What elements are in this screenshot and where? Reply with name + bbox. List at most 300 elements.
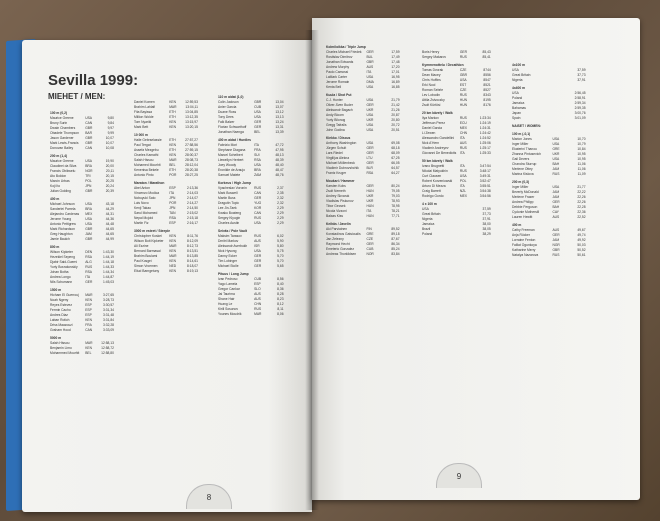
result-row <box>134 125 214 130</box>
athlete-name: Tom Nyariki <box>134 120 152 124</box>
country-code: RUS <box>254 234 262 238</box>
country-code: NZL <box>459 189 467 193</box>
country-code: GER <box>366 242 374 246</box>
athlete-name: Lee Jin-Taek <box>218 206 237 210</box>
athlete-name: Stephane Diagana <box>218 148 246 152</box>
athlete-name: Yuriy Borzakovskiy <box>50 265 78 269</box>
country-code: MEX <box>459 194 467 198</box>
country-code: USA <box>366 98 374 102</box>
result-row <box>50 189 130 194</box>
athlete-name: Donovan Bailey <box>50 146 74 150</box>
athlete-name: Koji Ito <box>50 184 61 188</box>
athlete-name: Mark Richardson <box>50 227 75 231</box>
athlete-name: Paul Kosgei <box>134 259 152 263</box>
country-code: BAH <box>552 162 560 166</box>
country-code: USA <box>254 163 261 167</box>
result-mark: 20,25 <box>105 179 114 183</box>
result-mark: 44,65 <box>105 232 114 236</box>
result-mark: 1:25:33 <box>479 151 491 155</box>
athlete-name: Nick A'Hern <box>422 141 440 145</box>
result-row <box>50 280 130 285</box>
result-mark: 21,42 <box>391 103 400 107</box>
country-code: ETH <box>169 138 176 142</box>
country-code: USA <box>254 115 261 119</box>
country-code: GER <box>254 125 262 129</box>
event-header: 400 m <box>50 197 60 201</box>
result-mark: 64,57 <box>391 166 400 170</box>
country-code: NGR <box>552 243 560 247</box>
country-code: USA <box>85 202 92 206</box>
athlete-name: Nigeria <box>512 78 523 82</box>
country-code: USA <box>459 78 467 82</box>
athlete-name: Yuriy Bilonog <box>326 118 346 122</box>
result-mark: 44,36 <box>105 217 114 221</box>
event-header: Pituus / Long Jump <box>218 272 249 276</box>
athlete-name: Great Britain <box>422 212 441 216</box>
country-code: KOR <box>254 206 262 210</box>
athlete-name: Samuel Matete <box>218 173 241 177</box>
athlete-name: Jamie Baulch <box>50 237 70 241</box>
event-header: 5000 m <box>50 336 62 340</box>
athlete-name: Boris Henry <box>422 50 440 54</box>
result-mark: 37,59 <box>577 68 586 72</box>
result-mark: 2:13,36 <box>186 186 198 190</box>
result-mark: 8:19,13 <box>186 269 198 273</box>
country-code: GER <box>254 259 262 263</box>
result-mark: 1:24:52 <box>479 136 491 140</box>
result-mark: 2:15,02 <box>186 211 198 215</box>
result-mark: 3:01,09 <box>574 116 586 120</box>
event-header: 100 m (-0,1) <box>512 132 531 136</box>
result-mark: 85,24 <box>391 247 400 251</box>
result-mark: 2:56,45 <box>574 91 586 95</box>
result-mark: 5,80 <box>277 244 284 248</box>
result-mark: 3:32,28 <box>102 323 114 327</box>
athlete-name: Mark Bett <box>134 125 149 129</box>
result-mark: 11,09 <box>577 172 586 176</box>
book-gutter <box>305 30 319 510</box>
country-code: MAR <box>169 158 177 162</box>
result-mark: 13,24 <box>275 120 284 124</box>
country-code: BRA <box>85 207 92 211</box>
country-code: RUS <box>254 216 262 220</box>
athlete-name: Chandra Sturrup <box>512 162 537 166</box>
athlete-name: Vladimir Andreyev <box>422 146 449 150</box>
result-mark: 1:43,30 <box>102 250 114 254</box>
country-code: BUL <box>366 55 373 59</box>
result-row <box>326 252 418 257</box>
result-mark: 9,80 <box>107 116 114 120</box>
result-mark: 8,36 <box>277 287 284 291</box>
result-mark: 16,95 <box>391 75 400 79</box>
result-mark: 87,67 <box>391 237 400 241</box>
result-mark: 2:58,91 <box>574 96 586 100</box>
athlete-name: Mark Lewis-Francis <box>50 141 79 145</box>
result-mark: 3:47:54 <box>479 164 491 168</box>
result-mark: 49,67 <box>577 228 586 232</box>
result-mark: 8521 <box>483 83 491 87</box>
athlete-name: Great Britain <box>512 73 531 77</box>
result-mark: 10,79 <box>577 142 586 146</box>
result-mark: 1:25:17 <box>479 146 491 150</box>
country-code: CAN <box>85 146 93 150</box>
country-code: ETH <box>169 115 176 119</box>
event-header: Kymmenottelu / Decathlon <box>422 63 464 67</box>
country-code: UKR <box>366 118 374 122</box>
result-mark: 13,07 <box>275 105 284 109</box>
result-mark: 48,13 <box>275 153 284 157</box>
athlete-name: Tony Dees <box>218 115 234 119</box>
athlete-name: Nigeria <box>422 217 433 221</box>
country-code: ESP <box>85 313 92 317</box>
event-header: 10 000 m <box>134 133 148 137</box>
athlete-name: Poland <box>512 96 523 100</box>
country-code: RUS <box>459 146 467 150</box>
result-mark: 50,52 <box>577 248 586 252</box>
result-mark: 13,39 <box>275 130 284 134</box>
athlete-name: Kenji Takao <box>134 206 151 210</box>
athlete-name: Haile Gebrselassie <box>134 138 162 142</box>
athlete-name: Frantz Kruger <box>326 171 347 175</box>
country-code: RUS <box>459 169 467 173</box>
result-mark: 8343 <box>483 93 491 97</box>
result-mark: 12:58,80 <box>101 351 114 355</box>
country-code: KEN <box>169 143 176 147</box>
country-code: POR <box>169 201 177 205</box>
country-code: ESP <box>85 303 92 307</box>
result-row <box>218 173 300 178</box>
athlete-name: Zsolt Nemeth <box>326 189 346 193</box>
country-code: ESP <box>254 282 261 286</box>
section-subtitle: MIEHET / MEN: <box>48 92 106 101</box>
country-code: RUS <box>552 253 560 257</box>
athlete-name: USA <box>512 68 519 72</box>
result-mark: 22,26 <box>577 195 586 199</box>
country-code: CAN <box>254 191 262 195</box>
country-code: GER <box>85 280 93 284</box>
country-code: USA <box>366 85 374 89</box>
country-code: LTU <box>366 156 373 160</box>
result-mark: 48,40 <box>275 163 284 167</box>
athlete-name: Paolo Camossi <box>326 70 349 74</box>
result-mark: 9,99 <box>107 131 114 135</box>
country-code: GBR <box>85 136 93 140</box>
country-code: UKR <box>366 108 374 112</box>
athlete-name: Alessandro Gandellini <box>422 136 455 140</box>
country-code: CZE <box>366 237 374 241</box>
country-code: ITA <box>459 136 465 140</box>
result-mark: 8:13,51 <box>186 249 198 253</box>
result-mark: 69,08 <box>391 141 400 145</box>
athlete-name: Fita Bayissa <box>134 110 152 114</box>
athlete-name: Vyacheslav Voronin <box>218 186 247 190</box>
country-code: SLO <box>254 287 261 291</box>
athlete-name: Spain <box>512 116 521 120</box>
athlete-name: Falilat Ogunkoya <box>512 243 537 247</box>
athlete-name: Tomas Dvorak <box>422 68 444 72</box>
athlete-name: Kenta Bell <box>326 85 342 89</box>
athlete-name: USA <box>422 207 429 211</box>
country-code: GBR <box>366 60 374 64</box>
event-header: 400 m aidat / Hurdles <box>218 138 251 142</box>
athlete-name: Antonio Pinto <box>134 173 154 177</box>
country-code <box>552 78 567 83</box>
result-mark: 22,28 <box>577 205 586 209</box>
country-code: BAR <box>85 131 92 135</box>
athlete-name: Wilson Boit Kipketer <box>134 239 164 243</box>
athlete-name: Sarul Mohamed <box>134 211 158 215</box>
athlete-name: Fermin Cacho <box>50 308 71 312</box>
country-code: ITA <box>254 143 259 147</box>
result-mark: 6,02 <box>277 234 284 238</box>
result-mark: 2,29 <box>277 216 284 220</box>
event-header: Moukari / Hammer <box>326 179 355 183</box>
athlete-name: Yago Lamela <box>218 282 238 286</box>
country-code: MAR <box>169 244 177 248</box>
result-mark: 8,12 <box>277 302 284 306</box>
country-code: GBR <box>85 126 93 130</box>
country-code: KEN <box>85 346 92 350</box>
event-header: Maraton / Marathon <box>134 181 165 185</box>
country-code: CAN <box>85 328 93 332</box>
result-mark: 13:15,97 <box>185 120 198 124</box>
result-mark: 8:13,85 <box>186 254 198 258</box>
country-code: USA <box>254 221 261 225</box>
result-row <box>512 116 604 121</box>
result-mark: 11,06 <box>577 162 586 166</box>
left-column-3 <box>218 92 300 317</box>
event-header: 200 m (0,3) <box>512 180 530 184</box>
result-mark: 47,95 <box>275 148 284 152</box>
result-mark: 17,59 <box>391 50 400 54</box>
result-mark: 13,13 <box>275 115 284 119</box>
country-code: RUS <box>552 172 560 176</box>
result-mark: 49,74 <box>577 233 586 237</box>
result-mark: 10,70 <box>577 137 586 141</box>
event-header: 50 km kävely / Walk <box>422 159 453 163</box>
athlete-name: Michael Johnson <box>50 202 75 206</box>
athlete-name: Bernard Barmasai <box>134 249 161 253</box>
athlete-name: Sergey Makarov <box>422 55 447 59</box>
result-mark: 13,12 <box>275 110 284 114</box>
athlete-name: Assefa Mezgebu <box>134 148 159 152</box>
athlete-name: Dwain Chambers <box>50 126 76 130</box>
event-header: 100 m (0,2) <box>50 111 68 115</box>
result-mark: 2,35 <box>277 191 284 195</box>
result-mark: 22,26 <box>577 200 586 204</box>
country-code: RUS <box>459 93 467 97</box>
athlete-name: Giovanni De Benedictis <box>422 151 457 155</box>
result-mark: 8:14,61 <box>186 259 198 263</box>
result-mark: 37,59 <box>482 207 491 211</box>
result-mark: 3:31,34 <box>102 308 114 312</box>
country-code: AUS <box>552 215 560 219</box>
country-code: ETH <box>169 148 176 152</box>
result-mark: 48,47 <box>275 168 284 172</box>
result-mark: 48,76 <box>275 173 284 177</box>
country-code: HUN <box>366 204 374 208</box>
result-mark: 83,84 <box>391 252 400 256</box>
result-mark: 20,87 <box>391 113 400 117</box>
result-mark: 11,06 <box>577 167 586 171</box>
athlete-name: Ekaterini Thanou <box>512 147 537 151</box>
result-mark: 64,27 <box>391 171 400 175</box>
country-code <box>460 232 474 237</box>
country-code: CHN <box>459 131 467 135</box>
event-header: 1500 m <box>50 288 62 292</box>
athlete-name: Benjamin Limo <box>50 346 72 350</box>
country-code: UKR <box>366 199 374 203</box>
country-code: JAM <box>85 232 92 236</box>
country-code: GER <box>552 233 560 237</box>
result-mark: 10,84 <box>577 147 586 151</box>
result-mark: 28:00,37 <box>185 153 198 157</box>
result-mark: 12:59,53 <box>185 100 198 104</box>
result-mark: 89,52 <box>391 227 400 231</box>
athlete-name: Andreas Thorkildsen <box>326 252 357 256</box>
athlete-name: C.J. Hunter <box>326 98 343 102</box>
country-code: KEN <box>169 239 176 243</box>
result-mark: 85,43 <box>482 50 491 54</box>
country-code: AUS <box>254 297 261 301</box>
event-header: 4x100 m <box>512 63 526 67</box>
athlete-name: Kirill Sosunov <box>218 307 238 311</box>
athlete-name: Salah Hissou <box>50 341 70 345</box>
result-mark: 8:18,07 <box>186 264 198 268</box>
result-mark: 27:58,56 <box>185 143 198 147</box>
country-code: GBR <box>254 100 262 104</box>
event-header: 110 m aidat (1,0) <box>218 95 244 99</box>
athlete-name: Andrey Skvaruk <box>326 194 350 198</box>
result-mark: 44,99 <box>105 237 114 241</box>
athlete-name: Vladislav Piskunov <box>326 199 354 203</box>
country-code: RUS <box>459 116 467 120</box>
athlete-name: Lars Riedel <box>326 151 343 155</box>
result-mark: 68,09 <box>391 151 400 155</box>
result-mark: 9,97 <box>107 126 114 130</box>
result-row <box>512 78 604 83</box>
result-mark: 8556 <box>483 73 491 77</box>
country-code: ESP <box>85 308 92 312</box>
result-mark: 3:31,48 <box>102 313 114 317</box>
athlete-name: Martin Fiz <box>134 221 149 225</box>
country-code: RSA <box>85 255 92 259</box>
athlete-name: Florian Schwarthoff <box>218 125 247 129</box>
country-code: CAN <box>254 211 262 215</box>
athlete-name: Karsten Kobs <box>326 184 346 188</box>
country-code: AUS <box>254 292 261 296</box>
country-code: GBR <box>85 141 93 145</box>
country-code: BLR <box>366 166 373 170</box>
athlete-name: Katharine Merry <box>512 248 536 252</box>
country-code: HUN <box>459 103 467 107</box>
country-code: ITA <box>459 184 465 188</box>
athlete-name: Tim Lobinger <box>218 259 238 263</box>
athlete-name: Luis Novo <box>134 201 149 205</box>
result-mark: 22,52 <box>577 215 586 219</box>
country-code: RSA <box>254 158 261 162</box>
result-mark: 1:44,33 <box>102 265 114 269</box>
athlete-name: Chris Huffins <box>422 78 441 82</box>
result-mark: 10,07 <box>105 136 114 140</box>
result-mark: 2:59,34 <box>574 101 586 105</box>
athlete-name: Andrew Murphy <box>326 65 350 69</box>
left-column-1 <box>50 108 130 356</box>
athlete-name: Jerome Romain <box>326 80 350 84</box>
result-row <box>326 128 418 133</box>
athlete-name: Reyes Estevez <box>50 303 72 307</box>
result-mark: 27:59,15 <box>185 148 198 152</box>
country-code: CAY <box>552 210 560 214</box>
athlete-name: Ivano Brugnetti <box>422 164 445 168</box>
athlete-name: Merlene Frazer <box>512 195 535 199</box>
athlete-name: Ato Boldon <box>50 174 67 178</box>
result-mark: 2:59,35 <box>574 106 586 110</box>
result-mark: 13:12,35 <box>185 115 198 119</box>
result-mark: 1:44,87 <box>102 275 114 279</box>
result-mark: 8744 <box>483 68 491 72</box>
country-code: RSA <box>366 171 374 175</box>
athlete-name: Zhanna Pintusevich <box>512 152 541 156</box>
athlete-name: Nobuyuki Sato <box>134 196 156 200</box>
athlete-name: USA <box>512 91 519 95</box>
athlete-name: Antonio Pettigrew <box>50 222 76 226</box>
result-mark: 13,31 <box>275 125 284 129</box>
result-mark: 43,18 <box>105 202 114 206</box>
country-code: ITA <box>459 151 465 155</box>
athlete-name: Virgilijus Alekna <box>326 156 350 160</box>
result-mark: 79,05 <box>391 189 400 193</box>
country-code: ITA <box>459 164 465 168</box>
athlete-name: Daniel Komen <box>134 100 155 104</box>
country-code: AUS <box>254 239 261 243</box>
right-column-3 <box>512 60 604 258</box>
athlete-name: Colin Jackson <box>218 100 239 104</box>
result-mark: 37,91 <box>577 78 586 82</box>
athlete-name: Gail Devers <box>512 157 530 161</box>
result-mark: 8:12,09 <box>186 239 198 243</box>
country-code: UKR <box>552 152 560 156</box>
athlete-name: Natalya Nazarova <box>512 253 539 257</box>
country-code: KEN <box>169 153 176 157</box>
country-code: UKR <box>366 194 374 198</box>
country-code <box>552 116 567 121</box>
country-code: GBR <box>552 248 560 252</box>
athlete-name: Shane Hair <box>218 297 235 301</box>
country-code: KEN <box>169 249 176 253</box>
athlete-name: Million Wolde <box>134 115 154 119</box>
athlete-name: Dmitri Markov <box>218 239 239 243</box>
country-code: CUB <box>254 277 262 281</box>
country-code: GER <box>366 184 374 188</box>
result-mark: 78,21 <box>391 209 400 213</box>
result-mark: 85,41 <box>482 55 491 59</box>
athlete-name: Maurice Greene <box>50 116 74 120</box>
country-code: GBR <box>85 237 93 241</box>
athlete-name: Maksim Tarasov <box>218 234 242 238</box>
athlete-name: Graham Hood <box>50 328 71 332</box>
athlete-name: Kenenisa Bekele <box>134 168 159 172</box>
result-mark: 2:16,17 <box>186 221 198 225</box>
athlete-name: Balazs Kiss <box>326 214 344 218</box>
result-mark: 68,18 <box>391 146 400 150</box>
country-code: BEL <box>254 130 261 134</box>
result-mark: 21,79 <box>391 98 400 102</box>
athlete-name: Charles Kamathi <box>134 153 159 157</box>
athlete-name: Marina Kislova <box>512 172 534 176</box>
event-header: Kolmiloikka / Triple Jump <box>326 45 366 49</box>
athlete-name: Jai Taurima <box>218 292 235 296</box>
